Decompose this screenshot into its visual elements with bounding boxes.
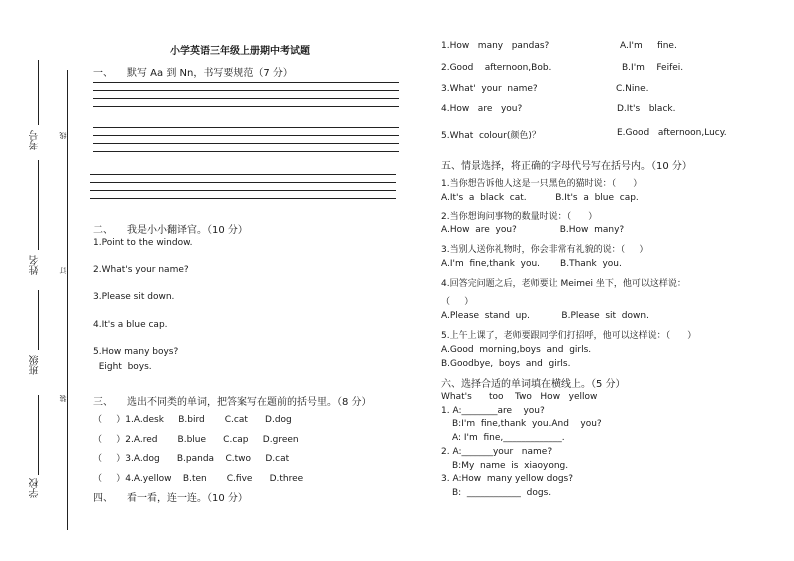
part6-heading: 六、选择合适的单词填在横线上。（5 分） [441,379,626,390]
class-field[interactable] [38,290,39,350]
writing-line[interactable] [90,198,396,199]
fill-blank-line: B:My name is xiaoyong. [452,461,569,471]
odd-one-out-item: （ ）3.A.dog B.panda C.two D.cat [93,454,290,464]
situation-line: 1.当你想告诉他人这是一只黑色的猫时说：（ ） [441,179,643,189]
school-field[interactable] [38,395,39,475]
writing-line[interactable] [93,82,399,83]
match-right-item[interactable]: A.I'm fine. [620,41,677,51]
part2-heading: 我是小小翻译官。（10 分） [127,225,248,236]
binding-line [67,70,68,530]
translate-item: 2.What's your name? [93,265,189,275]
writing-line[interactable] [93,127,399,128]
situation-line: A.I'm fine,thank you. B.Thank you. [441,259,622,269]
exam-number-field[interactable] [38,60,39,125]
situation-line: A.How are you? B.How many? [441,225,625,235]
situation-line: 3.当别人送你礼物时，你会非常有礼貌的说：（ ） [441,245,649,255]
writing-line[interactable] [93,98,399,99]
writing-line[interactable] [93,143,399,144]
exam-number-label: 考号 [30,130,41,150]
name-label: 姓名 [30,255,41,275]
writing-line[interactable] [90,182,396,183]
match-left-item: 4.How are you? [441,104,523,114]
part2-number: 二、 [93,225,113,236]
match-left-item: 5.What colour(颜色)？ [441,131,541,141]
fill-blank-line: B:I'm fine,thank you.And you? [452,419,602,429]
situation-line: 4.回答完问题之后，老师要让 Meimei 坐下，他可以这样说： [441,279,686,289]
match-right-item[interactable]: E.Good afternoon,Lucy. [617,128,727,138]
fill-blank-line[interactable]: 2. A:_______your name? [441,447,553,457]
match-right-item[interactable]: B.I'm Feifei. [622,63,684,73]
odd-one-out-item: （ ）4.A.yellow B.ten C.five D.three [93,474,304,484]
writing-line[interactable] [90,174,396,175]
part5-heading: 五、情景选择，将正确的字母代号写在括号内。（10 分） [441,161,692,172]
part3-heading: 选出不同类的单词，把答案写在题前的括号里。（8 分） [127,397,372,408]
translate-item: 4.It's a blue cap. [93,320,168,330]
odd-one-out-item: （ ）1.A.desk B.bird C.cat D.dog [93,415,292,425]
part4-number: 四、 [93,493,113,504]
fill-blank-line: 3. A:How many yellow dogs? [441,474,573,484]
class-label: 班级 [30,355,41,375]
match-left-item: 2.Good afternoon,Bob. [441,63,552,73]
situation-line: （ ） [441,297,474,307]
match-right-item[interactable]: C.Nine. [616,84,649,94]
odd-one-out-item: （ ）2.A.red B.blue C.cap D.green [93,435,299,445]
seal-mark-xian: 线 [59,132,67,139]
page-title: 小学英语三年级上册期中考试题 [170,46,310,57]
situation-line: 5.上午上课了，老师要跟同学们打招呼，他可以这样说：（ ） [441,331,697,341]
seal-mark-zhuang: 装 [59,395,67,402]
part3-number: 三、 [93,397,113,408]
writing-line[interactable] [93,90,399,91]
writing-line[interactable] [93,135,399,136]
seal-mark-ding: 订 [59,267,67,274]
school-label: 学校 [30,478,41,498]
situation-line: 2.当你想询问事物的数量时说：（ ） [441,212,598,222]
situation-line: B.Goodbye, boys and girls. [441,359,571,369]
situation-line: A.Good morning,boys and girls. [441,345,592,355]
writing-line[interactable] [93,106,399,107]
name-field[interactable] [38,160,39,250]
match-left-item: 1.How many pandas? [441,41,550,51]
part1-number: 一、 [93,68,113,79]
translate-item: 3.Please sit down. [93,292,175,302]
fill-blank-line[interactable]: A: I'm fine,_____________. [452,433,565,443]
translate-item: 1.Point to the window. [93,238,193,248]
part1-heading: 默写 Aa 到 Nn，书写要规范（7 分） [127,68,293,79]
fill-blank-line[interactable]: 1. A:________are you? [441,406,545,416]
match-right-item[interactable]: D.It's black. [617,104,676,114]
situation-line: A.It's a black cat. B.It's a blue cap. [441,193,639,203]
word-bank: What's too Two How yellow [441,392,598,402]
translate-item: Eight boys. [93,362,152,372]
situation-line: A.Please stand up. B.Please sit down. [441,311,649,321]
translate-item: 5.How many boys? [93,347,179,357]
part4-heading: 看一看，连一连。（10 分） [127,493,248,504]
writing-line[interactable] [93,151,399,152]
match-left-item: 3.What' your name? [441,84,538,94]
fill-blank-line[interactable]: B: ____________ dogs. [452,488,552,498]
writing-line[interactable] [90,190,396,191]
